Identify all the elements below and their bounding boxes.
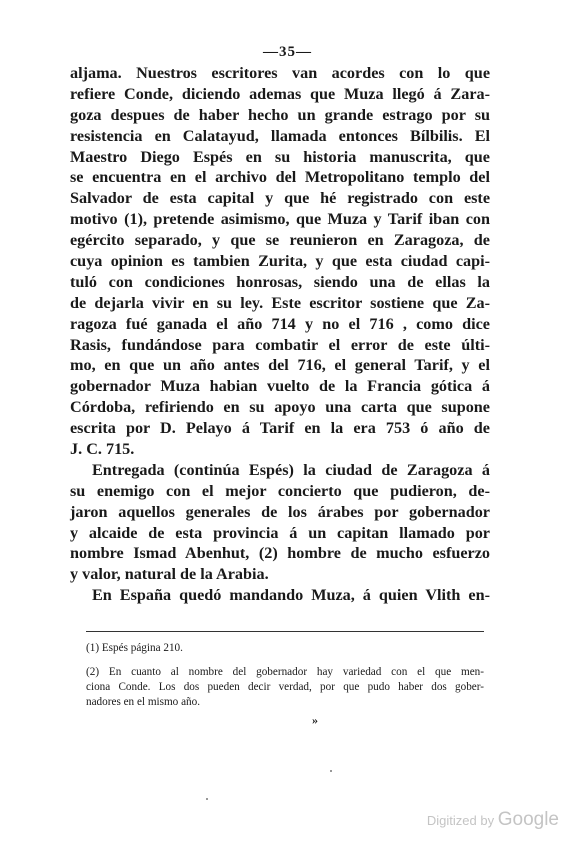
catchword: »	[312, 713, 318, 727]
ink-speck	[330, 770, 332, 772]
text-line: escrita por D. Pelayo á Tarif en la era 753 ó año de	[70, 419, 490, 438]
text-line: jaron aquellos generales de los árabes por gobernador	[70, 502, 490, 521]
text-line: goza despues de haber hecho un grande estrago por su	[70, 105, 490, 124]
text-line: gobernador Muza habian vuelto de la Francia gótica á	[70, 377, 490, 396]
text-line: de dejarla vivir en su ley. Este escritor sostiene que Za-	[70, 293, 490, 312]
text-line: nombre Ismad Abenhut, (2) hombre de mucho esfuerzo	[70, 544, 490, 563]
text-line: y valor, natural de la Arabia.	[70, 565, 269, 584]
footnotes	[86, 641, 484, 710]
text-line: ragoza fué ganada el año 714 y no el 716 , como dice	[70, 314, 490, 333]
footnote-line: ciona Conde. Los dos pueden decir verdad, por que pudo haber dos gober-	[86, 681, 484, 693]
text-line: y alcaide de esta provincia á un capitan llamado por	[70, 523, 490, 542]
text-line: cuya opinion es tambien Zurita, y que esta ciudad capi-	[70, 252, 490, 271]
text-line: En España quedó mandando Muza, á quien Vlith en-	[92, 586, 490, 605]
footnote-line: (2) En cuanto al nombre del gobernador hay variedad con el que men-	[86, 666, 484, 678]
text-line: mo, en que un año antes del 716, el general Tarif, y el	[70, 356, 490, 375]
text-line: tuló con condiciones honrosas, siendo una de ellas la	[70, 272, 490, 291]
text-line: Rasis, fundándose para combatir el error de este últi-	[70, 335, 490, 354]
page-number: —35—	[263, 44, 312, 60]
body-text	[70, 63, 490, 606]
footnote-line: nadores en el mismo año.	[86, 696, 201, 708]
text-line: resistencia en Calatayud, llamada entonces Bílbilis. El	[70, 126, 490, 145]
text-line: Entregada (continúa Espés) la ciudad de Zaragoza á	[92, 460, 490, 479]
text-line: Salvador de esta capital y que hé registrado con este	[70, 189, 490, 208]
text-line: Maestro Diego Espés en su historia manuscrita, que	[70, 147, 490, 166]
text-line: su enemigo con el mejor concierto que pudieron, de-	[70, 481, 490, 500]
watermark-prefix: Digitized by	[426, 813, 498, 828]
text-line: motivo (1), pretende asimismo, que Muza y Tarif iban con	[70, 210, 490, 229]
footnote-line: (1) Espés página 210.	[86, 642, 183, 654]
text-line: Córdoba, refiriendo en su apoyo una carta que supone	[70, 398, 490, 417]
text-line: se encuentra en el archivo del Metropolitano templo del	[70, 168, 490, 187]
footnote-2	[86, 665, 484, 710]
footnote-1	[86, 641, 484, 656]
text-line: J. C. 715.	[70, 440, 135, 459]
text-line: aljama. Nuestros escritores van acordes con lo que	[70, 64, 490, 82]
text-line: refiere Conde, diciendo ademas que Muza llegó á Zara-	[70, 84, 490, 103]
text-line: egército separado, y que se reunieron en Zaragoza, de	[70, 231, 490, 250]
ink-speck	[206, 798, 208, 800]
footnote-divider	[86, 631, 484, 632]
digitized-watermark	[427, 809, 559, 831]
google-logo: Google	[497, 809, 559, 830]
